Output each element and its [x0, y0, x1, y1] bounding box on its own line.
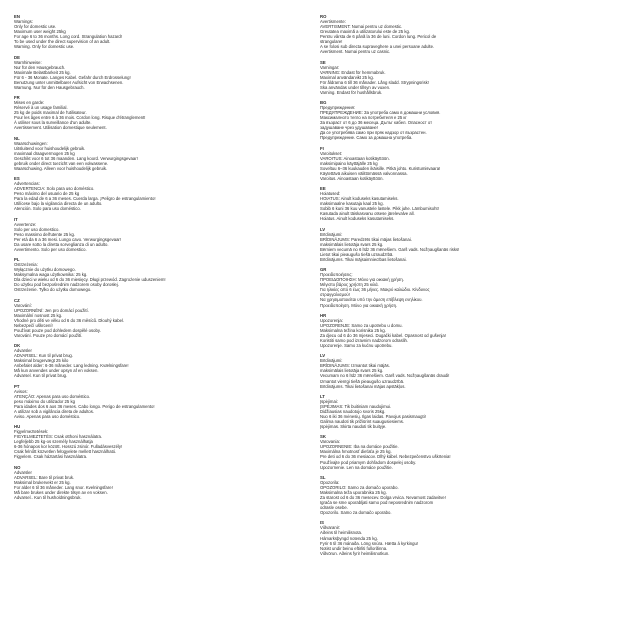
language-code: NO	[14, 464, 21, 470]
warning-line: Hámarksþyngd notenda 25 kg.	[320, 535, 378, 541]
warning-line: Only for domestic use.	[14, 24, 57, 30]
warning-line: Ska användas under tillsyn av vuxen.	[320, 84, 391, 90]
warning-line: ADVARSEL: Kun til privat brug.	[14, 353, 73, 359]
language-section-it	[14, 217, 300, 252]
language-section-cz	[14, 298, 300, 338]
warning-line: maksimipaino käyttäjälle 25 kg	[320, 160, 378, 166]
warning-line: Utilícese bajo la vigilancia directa de un adulto.	[14, 201, 103, 207]
warning-line: Fyrir 6 til 36 mánaða. Löng snúra. Hætta á kyrkingu!	[320, 540, 419, 546]
warning-line: Varování. Pouze pro domácí použití.	[14, 332, 83, 338]
warning-line: Προειδοποιήσεις:	[320, 272, 353, 278]
warning-line: Opozorilo. Samo za domačo uporabo.	[320, 510, 392, 516]
warning-line: Používat pouze pod dohledem dospělé osoby.	[14, 327, 101, 333]
warning-line: ATENÇÃO: Apenas para uso doméstico.	[14, 393, 91, 399]
warning-line: Hoiatused:	[320, 191, 341, 197]
warning-line: Aðeins til heimilisnota.	[320, 530, 363, 536]
language-code: PT	[14, 383, 20, 389]
warning-line: Για ηλικίες από 6 έως 36 μήνες. Μακρύ καλώδιο. Κίνδυνος	[320, 287, 430, 293]
warning-line: Предупреждения:	[320, 105, 356, 111]
warning-line: Izmantot vienīgi tiešā pieaugušo uzraudzībā.	[320, 378, 405, 384]
warning-line: Peso máximo del usuario de 25 kg	[14, 191, 80, 197]
language-section-bg	[320, 100, 606, 140]
language-code: NL	[14, 135, 20, 141]
warning-line: Vhodné pro děti ve věku od 6 do 36 měsíců. Dlouhý kabel.	[14, 317, 125, 323]
warning-line: À utiliser sous la surveillance d'un adulte.	[14, 120, 92, 126]
warning-line: Atención. Solo para uso doméstico.	[14, 206, 81, 212]
warning-line: задушаване чрез удушаване!	[320, 125, 378, 131]
warning-line: στραγγαλισμού!	[320, 292, 350, 298]
warning-line: Warnings:	[14, 19, 33, 25]
warning-line: Να χρησιμοποιείται υπό την άμεση επίβλεψη ενηλίκου.	[320, 297, 423, 303]
warning-line: Figyelem. Csak háztartási használatra.	[14, 454, 88, 460]
warning-line: A utilizar sob a vigilância direta de adultos.	[14, 408, 95, 414]
warning-line: UPOZORNĚNÍ: Jen pro domácí použití.	[14, 307, 89, 313]
warning-line: gebruik onder direct toezicht van een volwassene.	[14, 160, 109, 166]
language-code: RO	[320, 14, 327, 19]
language-code: CZ	[14, 297, 20, 303]
language-section-lv	[320, 353, 606, 388]
warning-line: Προειδοποίηση. Μόνο για οικιακή χρήση.	[320, 302, 398, 308]
warning-line: Geschikt voor 6 tot 36 maanden. Lang koord. Verwurgingsgevaar!	[14, 155, 138, 161]
warning-line: A se folosi sub directa supraveghere a unei persoane adulte.	[320, 44, 435, 50]
warning-line: Maksimalna teža uporabnika 25 kg.	[320, 489, 387, 495]
warning-line: Brīdinājumi:	[320, 231, 343, 237]
warning-line: Brīdinājums. Tikai lietošanai mājas apstākļos.	[320, 383, 406, 389]
warning-line: UPOZORENJE: Samo za upotrebu u domu.	[320, 322, 403, 328]
warning-line: Avertismente:	[320, 19, 346, 25]
warning-line: Nur für den Hausgebrauch.	[14, 64, 66, 70]
warning-line: Предупреждение. Само за домашна употреба.	[320, 135, 413, 141]
warning-line: Legfeljebb 25 kg-os személy használhatja	[14, 439, 93, 445]
warning-line: Figyelmeztetések:	[14, 429, 49, 435]
warning-line: Viðvaranir:	[320, 525, 341, 531]
warning-line: OPOZORILO: Samo za domačo uporabo.	[320, 484, 399, 490]
warning-line: maksimālais lietotāja svars 25 kg.	[320, 241, 384, 247]
warning-line: Maksimal brugervægt 25 kilo	[14, 358, 69, 364]
language-code: SE	[320, 59, 326, 65]
warning-line: Peso massimo dell'utente 25 kg.	[14, 231, 76, 237]
warning-line: maksimālais lietotāja svars 25 kg.	[320, 368, 384, 374]
warning-line: Používajte pod priamym dohľadom dospelej osoby.	[320, 459, 417, 465]
warning-line: Μέγιστο βάρος χρήστη 25 κιλά.	[320, 282, 379, 288]
language-section-hr	[320, 313, 606, 348]
warning-line: Anbefalet alder: 6-36 måneder. Lang ledning. Kvælningsfare!	[14, 363, 129, 369]
warning-line: VARNING: Endast för hemmabruk.	[320, 69, 386, 75]
warning-line: Für 6 - 36 Monate. Langes Kabel. Gefahr durch Erdrosselung!	[14, 74, 131, 80]
language-section-es	[14, 176, 300, 211]
warning-line: 25 kg de poids maximal de l'utilisateur.	[14, 110, 87, 116]
warning-line: Avisos:	[14, 388, 28, 394]
language-section-dk	[14, 343, 300, 378]
warning-line: Notist undir beinu eftirliti fullorðinna.	[320, 545, 388, 551]
warning-line: FIGYELMEZTETÉS: Csak otthoni használatra.	[14, 434, 103, 440]
warning-line: Maksimalna težina korisnika 25 kg.	[320, 327, 386, 333]
warning-line: Advarsel.. Kun til husholdningsbruk.	[14, 495, 82, 500]
language-code: DE	[14, 54, 20, 60]
warning-line: Pre deti od 6 do 36 mesiacov. Dlhý kábel. Nebezpečenstvo uškrtenia!	[320, 454, 451, 460]
warning-line: Må kun anvendes under opsyn af en voksen.	[14, 368, 99, 374]
warning-line: For age 6 to 36 months. Long cord. Strangulation hazard!	[14, 34, 122, 40]
warning-line: BRĪDINĀJUMS: Paredzēts tikai mājas lietošanai.	[320, 236, 412, 242]
warning-line: Avertisment. Numai pentru uz casnic.	[320, 49, 391, 55]
warning-line: Soveltuu 6–36 kuukauden ikäisille. Pitkä johto. Kuristumisvaara!	[320, 165, 441, 171]
warning-line: Per età da 6 a 36 mesi. Lungo cavo. Verwurgingsgevaar!	[14, 236, 122, 242]
language-code: HR	[320, 312, 327, 318]
warning-line: BRĪDINĀJUMS: Izmantot tikai mājās.	[320, 363, 390, 369]
warning-line: Ostrzeżenia:	[14, 262, 38, 268]
language-code: LT	[320, 393, 325, 399]
warning-line: odrasle osebe.	[320, 505, 348, 511]
warning-line: Må bare brukes under direkte tilsyn av en voksen.	[14, 489, 108, 495]
warning-line: Da usare sotto la diretta sorveglianza di un adulto.	[14, 241, 109, 247]
warning-line: Viðvörun. Aðeins fyrir heimilisnotkun.	[320, 550, 390, 556]
warning-line: Galima naudoti tik prižiūrint suaugusiesiems.	[320, 419, 405, 425]
warning-line: Warnung. Nur für den Hausgebrauch.	[14, 84, 85, 90]
language-section-fi	[320, 146, 606, 181]
warning-line: Réservé à un usage familial.	[14, 105, 68, 111]
warning-line: Upozornenie. Len na domáce použitie.	[320, 464, 393, 470]
warning-line: Mises en garde:	[14, 100, 45, 106]
warning-line: Uitsluitend voor huishoudelijk gebruik.	[14, 145, 86, 151]
warning-line: Maximum user weight 25kg	[14, 29, 66, 35]
warning-line: Bērniem vecumā no 6 līdz 36 mēnešiem. Garš vads. Nožņaugšanās risks!	[320, 246, 460, 252]
warning-line: Brīdinājumi:	[320, 358, 343, 364]
language-section-gr	[320, 267, 606, 307]
warning-line: Varování:	[14, 302, 32, 308]
language-section-is	[320, 520, 606, 555]
warning-line: Warnhinweise:	[14, 59, 42, 65]
warning-line: Solo per uso domestico.	[14, 226, 60, 232]
language-section-de	[14, 55, 300, 90]
warning-line: Vecumam no 6 līdz 36 mēnešiem. Garš vads. Nožņaugšanās draudi!	[320, 373, 450, 379]
warning-line: Waarschuwingen:	[14, 140, 48, 146]
warning-line: Maksymalna waga użytkownika: 25 kg.	[14, 272, 88, 278]
warning-line: Upozorenja:	[320, 317, 343, 323]
language-section-hu	[14, 424, 300, 459]
warning-line: Varovania:	[320, 439, 341, 445]
warning-line: Да се употребява само при пряк надзор от възрастен.	[320, 130, 427, 136]
warning-line: Käytettävä aikuisen välittömässä valvonnassa.	[320, 170, 408, 176]
language-code: DK	[14, 343, 21, 349]
warning-line: Warning. Only for domestic use.	[14, 44, 75, 50]
warning-line: Waarschuwing. Alleen voor huishoudelijk gebruik.	[14, 165, 108, 171]
language-section-lt	[320, 394, 606, 429]
warning-line: Avvertimento. Solo per uso domestico.	[14, 246, 87, 252]
warning-line: VAROITUS: Ainoastaan kotikäyttöön.	[320, 155, 390, 161]
warning-line: Varningar:	[320, 64, 340, 70]
warning-line: Igrača se sme uporabljati samo pod neposrednim nadzorom	[320, 500, 434, 506]
language-code: GR	[320, 267, 327, 273]
warning-line: Maximální nosnost 25 kg.	[14, 312, 63, 318]
language-section-ee	[320, 186, 606, 221]
language-section-nl	[14, 136, 300, 171]
warning-line: Ostrzeżenie. Tylko do użytku domowego.	[14, 287, 92, 293]
warning-line: Pour les âges entre 6 à 36 mois. Cordon long. Risque d'étranglement!	[14, 115, 146, 121]
warning-line: maksimaalne kasutaja kaal 25 kg.	[320, 201, 384, 207]
warning-line: For alder 6 til 36 måneder. Lang snor. Kvelningsfare!	[14, 484, 113, 490]
warning-line: Lietot tikai pieaugušo tiešā uzraudzībā.	[320, 251, 394, 257]
warning-line: Brīdinājums. Tikai mājsaimniecības lietošanai.	[320, 256, 407, 262]
language-code: HU	[14, 424, 21, 430]
warning-line: Advarsler	[14, 348, 32, 354]
language-section-en	[14, 14, 300, 49]
warning-line: To be used under the direct supervision of an adult.	[14, 39, 111, 45]
warning-line: Максималното тегло на потребителя е 25 кг	[320, 115, 407, 121]
warning-line: Greutatea maximă a utilizatorului este de 25 kg.	[320, 29, 411, 35]
language-section-ro	[320, 14, 606, 54]
warning-line: Sobib 6 kuni 36 kuu vanustele lastele. Pikk juhe. Lämbumisoht!	[320, 206, 439, 212]
language-code: IT	[14, 216, 18, 222]
warning-line: Varoitukset:	[320, 150, 343, 156]
warning-line: HOIATUS: Ainult koduseks kasutamiseks.	[320, 196, 399, 202]
warning-line: Maksimal brukervekt er 25 kg.	[14, 479, 71, 485]
warning-line: Nuo 6 iki 36 mėnesių. Ilgas laidas. Pavojus pasismaugti!	[320, 413, 426, 419]
warning-line: Varoitus. Ainoastaan kotikäyttöön.	[320, 175, 384, 181]
warning-line: Advertencias:	[14, 181, 40, 187]
warning-line: ПРЕДУПРЕЖДЕНИЕ: За употреба само в домашни условия.	[320, 110, 441, 116]
language-code: IS	[320, 520, 325, 526]
warning-line: Para la edad de 6 a 36 meses. Cuerda larga. ¡Peligro de estrangulamiento!	[14, 196, 156, 202]
warning-line: maximaal draagvermogen 25 kg	[14, 150, 75, 156]
warning-line: Įspėjimas. Skirta naudoti tik buityje.	[320, 424, 387, 430]
warning-line: Pentru vârsta de 6 până la 36 de luni. Cordon lung. Pericol de	[320, 34, 437, 40]
right-column	[320, 14, 606, 561]
language-section-pl	[14, 257, 300, 292]
language-section-se	[320, 60, 606, 95]
warning-line: ĮSPĖJIMAS: Tik buitiniam naudojimui.	[320, 403, 392, 409]
warning-line: Varning. Endast för hushållsbruk.	[320, 89, 383, 95]
warning-line: Opozorila:	[320, 479, 340, 485]
language-code: EN	[14, 14, 20, 19]
warning-line: Benutzung unter unmittelbarer Aufsicht von Erwachsenen.	[14, 79, 124, 85]
language-code: FI	[320, 145, 324, 151]
warning-line: Nebezpečí uškrcení!	[14, 322, 53, 328]
warning-line: peso máximo do utilizador 25 kg	[14, 398, 75, 404]
language-code: LV	[320, 353, 326, 359]
warning-line: Įspėjimai:	[320, 398, 338, 404]
warning-line: Avertissement. Utilisation domestique seulement.	[14, 125, 107, 131]
warning-line: Advarsel. Kun til privat brug.	[14, 373, 68, 379]
warning-line: Csak felnőtt közvetlen felügyelete mellett használható.	[14, 449, 117, 455]
warning-line: Maximálna hmotnosť dieťaťa je 25 kg.	[320, 449, 392, 455]
language-section-sl	[320, 475, 606, 515]
language-section-sk	[320, 434, 606, 469]
warning-line: För åldrarna 6 till 36 månader. Lång sladd. Strypningsrisk!	[320, 79, 429, 85]
warning-line: Para idades dos 6 aos 36 meses. Cabo longo. Perigo de estrangulamento!	[14, 403, 155, 409]
warning-line: ADVERTENCIA: Solo para uso doméstico.	[14, 186, 95, 192]
language-code: BG	[320, 100, 327, 106]
warning-line: ΠΡΟΕΙΔΟΠΟΙΗΣΗ: Μόνο για οικιακή χρήση.	[320, 277, 404, 283]
warning-line: Hoiatus. Ainult koduseks kasutamiseks.	[320, 216, 395, 222]
language-code: FR	[14, 95, 20, 101]
language-section-fr	[14, 95, 300, 130]
warning-line: За възраст от 6 до 36 месеца. Дълъг кабел. Опасност от	[320, 120, 433, 126]
language-code: ES	[14, 176, 20, 182]
language-code: SK	[320, 434, 326, 440]
warning-line: Avvertenze:	[14, 221, 37, 227]
left-column	[14, 14, 300, 505]
warning-line: strangulare!	[320, 39, 343, 45]
warning-line: UPOZORNENIE: Iba na domáce použitie.	[320, 444, 399, 450]
warning-line: 6-36 hónapos kor között. Hosszú zsinór. Fulladásveszély!	[14, 444, 123, 450]
language-code: EE	[320, 186, 326, 192]
warning-line: ADVARSEL: Bare til privat bruk.	[14, 474, 75, 480]
warning-line: Aviso. Apenas para uso doméstico.	[14, 413, 81, 419]
warning-line: Maximale Belastbarkeit 25 kg.	[14, 69, 71, 75]
language-section-no	[14, 465, 300, 500]
language-code: PL	[14, 257, 20, 263]
warning-line: Advarsler	[14, 469, 32, 475]
warning-line: Dla dzieci w wieku od 6 do 36 miesięcy. Długi przewód. Zagrożenie uduszeniem!	[14, 277, 166, 283]
language-section-pt	[14, 384, 300, 419]
warning-line: Wyłącznie do użytku domowego.	[14, 267, 76, 273]
warning-line: Didžiausias naudotojo svoris 25kg.	[320, 408, 386, 414]
warning-line: Za djecu od 6 do 36 mjeseci. Dugački kabel. Opasnost od gušenja!	[320, 332, 446, 338]
warning-line: Za starost od 6 do 36 mesecev. Dolga vrvica. Nevarnost zadavitve!	[320, 495, 446, 500]
language-section-lv	[320, 227, 606, 262]
warning-line: AVERTISMENT: Numai pentru uz domestic.	[320, 24, 403, 30]
warning-line: Koristiti samo pod izravnim nadzorom odraslih.	[320, 337, 409, 343]
language-code: LV	[320, 226, 326, 232]
language-code: SL	[320, 474, 326, 480]
warning-line: Kasutada ainult täiskasvanu otsese järelevalve all.	[320, 211, 415, 217]
warning-line: Do użytku pod bezpośrednim nadzorem osoby dorosłej.	[14, 282, 119, 288]
warning-line: Maximal användarvikt 25 kg.	[320, 74, 374, 80]
warning-line: Upozorenje. Samo za kućnu upotrebu.	[320, 343, 393, 349]
